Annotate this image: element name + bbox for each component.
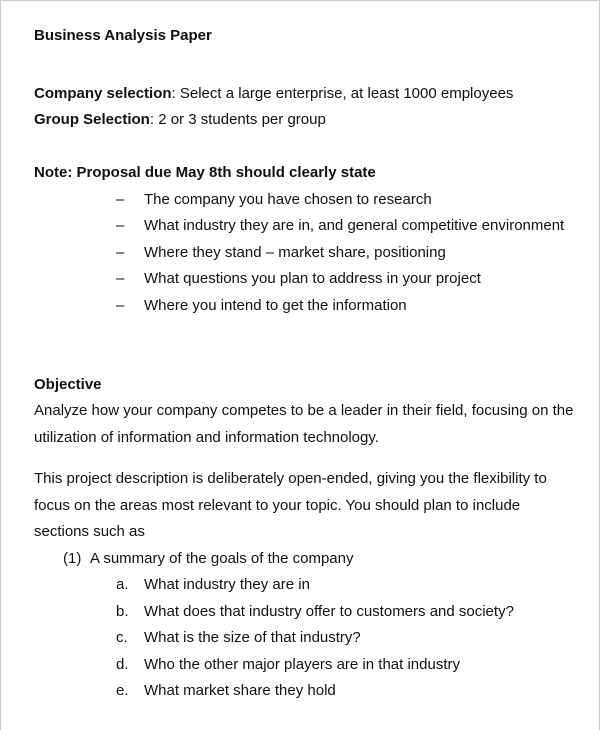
bullet-marker: – — [116, 191, 125, 208]
description-paragraph-line: focus on the areas most relevant to your topic. You should plan to include — [34, 497, 521, 514]
objective-paragraph-line: Analyze how your company competes to be a leader in their field, focusing on the — [34, 402, 574, 419]
note-item: The company you have chosen to research — [144, 191, 432, 208]
letter-marker: c. — [116, 629, 128, 646]
sub-item: What industry they are in — [144, 576, 310, 593]
objective-heading: Objective — [34, 376, 102, 393]
bullet-marker: – — [116, 244, 125, 261]
bullet-marker: – — [116, 297, 125, 314]
note-item: What industry they are in, and general competitive environment — [144, 217, 565, 234]
letter-marker: b. — [116, 603, 129, 620]
note-heading: Note: Proposal due May 8th should clearly state — [34, 164, 376, 181]
note-item: Where they stand – market share, positioning — [144, 244, 446, 261]
note-item: What questions you plan to address in your project — [144, 270, 481, 287]
group-selection-label: Group Selection — [34, 111, 150, 128]
bullet-marker: – — [116, 270, 125, 287]
sub-item: What does that industry offer to customers and society? — [144, 603, 514, 620]
description-paragraph-line: This project description is deliberately open-ended, giving you the flexibility to — [34, 470, 547, 487]
document-title: Business Analysis Paper — [34, 27, 212, 44]
sub-item: What is the size of that industry? — [144, 629, 361, 646]
note-item: Where you intend to get the information — [144, 297, 407, 314]
sub-item: Who the other major players are in that industry — [144, 656, 460, 673]
numbered-marker: (1) — [63, 550, 82, 567]
description-paragraph-line: sections such as — [34, 523, 145, 540]
group-selection-text: : 2 or 3 students per group — [149, 111, 326, 128]
bullet-marker: – — [116, 217, 125, 234]
sub-item: What market share they hold — [144, 682, 336, 699]
company-selection-line — [34, 85, 513, 103]
letter-marker: e. — [116, 682, 129, 699]
company-selection-label: Company selection — [34, 85, 172, 102]
letter-marker: d. — [116, 656, 129, 673]
letter-marker: a. — [116, 576, 129, 593]
numbered-item-text: A summary of the goals of the company — [90, 550, 354, 567]
company-selection-text: : Select a large enterprise, at least 1000 employees — [171, 85, 514, 102]
objective-paragraph-line: utilization of information and information technology. — [34, 429, 379, 446]
group-selection-line — [34, 111, 326, 129]
